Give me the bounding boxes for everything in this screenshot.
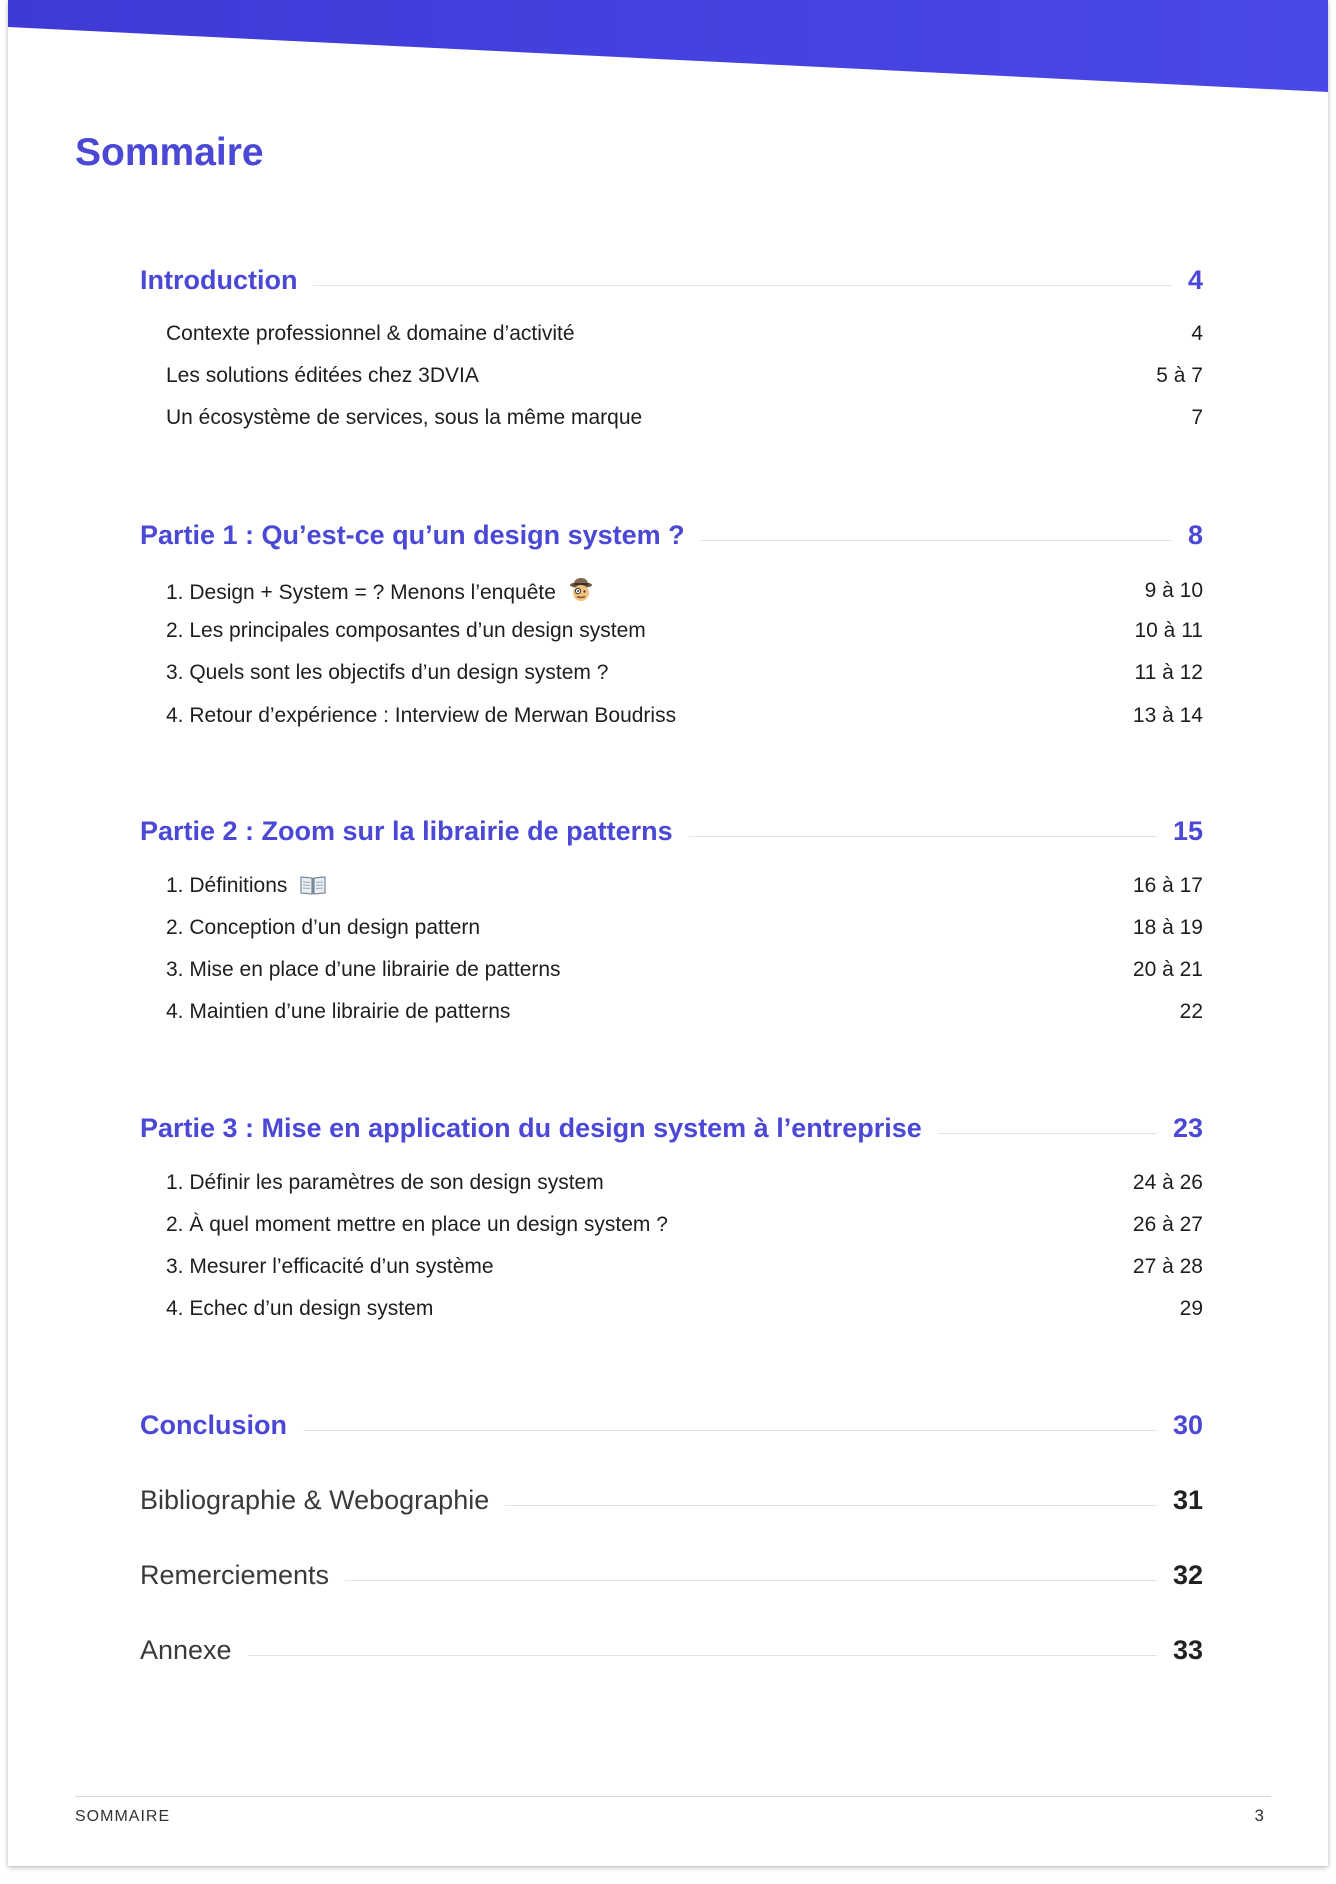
toc-section-title: Conclusion <box>140 1410 287 1440</box>
toc-item-pages: 13 à 14 <box>1132 704 1203 727</box>
toc-item-pages: 4 <box>1191 322 1203 345</box>
toc-section-title: Introduction <box>140 265 298 295</box>
toc-section-part3[interactable] <box>140 1113 1203 1144</box>
open-book-emoji-icon <box>299 874 327 896</box>
toc-item[interactable] <box>166 916 1203 940</box>
toc-item-pages: 18 à 19 <box>1132 916 1203 939</box>
toc-item[interactable] <box>166 661 1203 685</box>
toc-section-thanks[interactable] <box>140 1560 1203 1591</box>
toc-item-pages: 29 <box>1179 1297 1203 1320</box>
toc-section-title: Partie 2 : Zoom sur la librairie de patterns <box>140 816 673 846</box>
toc-section-title: Partie 1 : Qu’est-ce qu’un design system ? <box>140 520 685 550</box>
toc-item[interactable] <box>166 874 1203 898</box>
detective-emoji-icon <box>568 577 594 603</box>
toc-section-annex[interactable] <box>140 1635 1203 1666</box>
footer-divider <box>75 1796 1271 1797</box>
dotted-leader <box>303 1430 1157 1431</box>
toc-item-label: 4. Echec d’un design system <box>166 1297 434 1320</box>
toc-section-title: Annexe <box>140 1635 232 1665</box>
toc-item-pages: 10 à 11 <box>1134 619 1203 642</box>
toc-item-pages: 11 à 12 <box>1134 661 1203 684</box>
toc-section-part1[interactable] <box>140 520 1203 551</box>
dotted-leader <box>938 1133 1157 1134</box>
toc-item-label: Les solutions éditées chez 3DVIA <box>166 364 479 387</box>
dotted-leader <box>505 1505 1157 1506</box>
footer-page-number: 3 <box>1254 1806 1264 1825</box>
toc-section-page: 4 <box>1187 265 1203 295</box>
toc-section-page: 30 <box>1172 1410 1203 1440</box>
toc-item-pages: 16 à 17 <box>1132 874 1203 897</box>
toc-section-introduction[interactable] <box>140 265 1203 296</box>
dotted-leader <box>313 285 1172 286</box>
toc-item-pages: 22 <box>1179 1000 1203 1023</box>
toc-section-page: 33 <box>1172 1635 1203 1665</box>
header-banner <box>8 0 1328 95</box>
toc-item-label: 3. Mesurer l’efficacité d’un système <box>166 1255 494 1278</box>
toc-section-page: 32 <box>1172 1560 1203 1590</box>
dotted-leader <box>345 1580 1157 1581</box>
toc-item-label: Contexte professionnel & domaine d’activité <box>166 322 575 345</box>
toc-item-label: 4. Maintien d’une librairie de patterns <box>166 1000 511 1023</box>
toc-section-page: 8 <box>1187 520 1203 550</box>
dotted-leader <box>689 836 1157 837</box>
toc-section-page: 23 <box>1172 1113 1203 1143</box>
toc-item[interactable] <box>166 619 1203 643</box>
toc-section-part2[interactable] <box>140 816 1203 847</box>
toc-item[interactable] <box>166 704 1203 728</box>
toc-item[interactable] <box>166 1255 1203 1279</box>
dotted-leader <box>248 1655 1157 1656</box>
toc-section-title: Partie 3 : Mise en application du design system à l’entreprise <box>140 1113 922 1143</box>
toc-item-pages: 5 à 7 <box>1156 364 1203 387</box>
toc-item-label: 3. Mise en place d’une librairie de patterns <box>166 958 561 981</box>
page-title: Sommaire <box>75 131 264 174</box>
footer-label: SOMMAIRE <box>75 1808 171 1825</box>
toc-item-label: 2. Les principales composantes d’un design system <box>166 619 646 642</box>
toc-section-conclusion[interactable] <box>140 1410 1203 1441</box>
toc-item[interactable] <box>166 1171 1203 1195</box>
toc-item-label: 1. Design + System = ? Menons l’enquête <box>166 581 556 604</box>
toc-item-pages: 26 à 27 <box>1132 1213 1203 1236</box>
toc-item[interactable] <box>166 322 1203 346</box>
toc-section-title: Remerciements <box>140 1560 330 1590</box>
document-page <box>8 0 1328 1866</box>
toc-section-page: 15 <box>1172 816 1203 846</box>
toc-item[interactable] <box>166 577 1203 605</box>
toc-item-label: 4. Retour d’expérience : Interview de Merwan Boudriss <box>166 704 677 727</box>
toc-section-title: Bibliographie & Webographie <box>140 1485 490 1515</box>
toc-item-label: 2. À quel moment mettre en place un design system ? <box>166 1213 668 1236</box>
toc-item-pages: 20 à 21 <box>1132 958 1203 981</box>
toc-item[interactable] <box>166 1000 1203 1024</box>
toc-item[interactable] <box>166 958 1203 982</box>
toc-item[interactable] <box>166 1297 1203 1321</box>
toc-item-label: Un écosystème de services, sous la même marque <box>166 406 643 429</box>
toc-item-label: 1. Définitions <box>166 874 288 897</box>
toc-item-pages: 24 à 26 <box>1132 1171 1203 1194</box>
toc-item-label: 3. Quels sont les objectifs d’un design system ? <box>166 661 609 684</box>
dotted-leader <box>701 540 1172 541</box>
toc-item-label: 1. Définir les paramètres de son design system <box>166 1171 604 1194</box>
toc-item-pages: 9 à 10 <box>1144 579 1203 602</box>
toc-item[interactable] <box>166 1213 1203 1237</box>
toc-item-label: 2. Conception d’un design pattern <box>166 916 481 939</box>
toc-item-pages: 7 <box>1191 406 1203 429</box>
toc-section-page: 31 <box>1172 1485 1203 1515</box>
toc-item[interactable] <box>166 364 1203 388</box>
toc-item-pages: 27 à 28 <box>1132 1255 1203 1278</box>
toc-item[interactable] <box>166 406 1203 430</box>
toc-section-bibliography[interactable] <box>140 1485 1203 1516</box>
